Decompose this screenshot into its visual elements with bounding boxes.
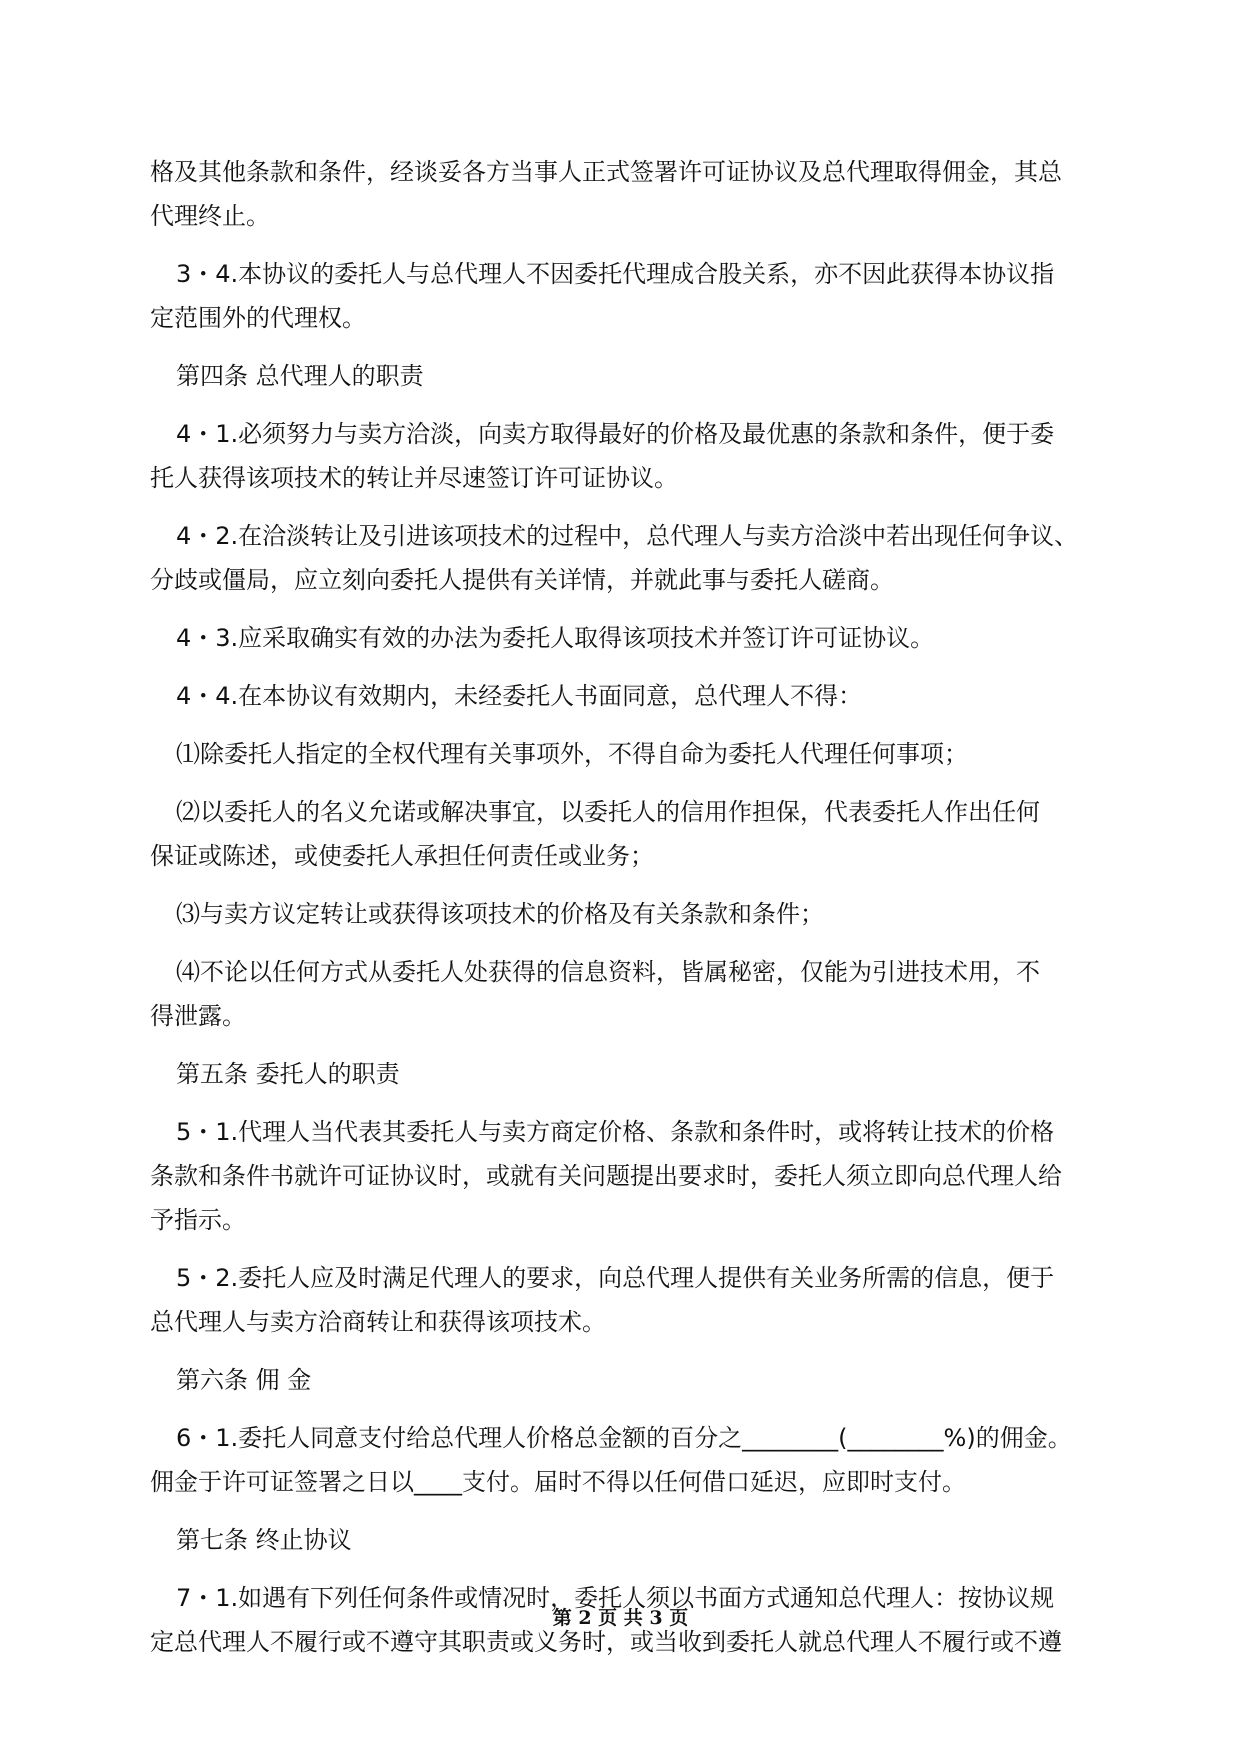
text-line: 保证或陈述，或使委托人承担任何责任或业务； xyxy=(150,842,654,870)
text-line: 定总代理人不履行或不遵守其职责或义务时，或当收到委托人就总代理人不履行或不遵 xyxy=(150,1628,1062,1656)
text-line: 佣金于许可证签署之日以____支付。届时不得以任何借口延迟，应即时支付。 xyxy=(150,1468,966,1496)
clause-4-1: 4・1.必须努力与卖方洽淡，向卖方取得最好的价格及最优惠的条款和条件，便于委 xyxy=(176,420,1055,448)
text-line: 格及其他条款和条件，经谈妥各方当事人正式签署许可证协议及总代理取得佣金，其总 xyxy=(150,158,1062,186)
article-6-heading: 第六条 佣 金 xyxy=(176,1366,312,1394)
text-line: 分歧或僵局，应立刻向委托人提供有关详情，并就此事与委托人磋商。 xyxy=(150,566,894,594)
text-line: 总代理人与卖方洽商转让和获得该项技术。 xyxy=(150,1308,606,1336)
item-3: ⑶与卖方议定转让或获得该项技术的价格及有关条款和条件； xyxy=(176,900,824,928)
page-number-footer: 第 2 页 共 3 页 xyxy=(552,1607,689,1629)
text-line: 代理终止。 xyxy=(150,202,270,230)
article-5-heading: 第五条 委托人的职责 xyxy=(176,1060,400,1088)
clause-6-1: 6・1.委托人同意支付给总代理人价格总金额的百分之________(________%)的佣金。 xyxy=(176,1424,1072,1452)
clause-5-2: 5・2.委托人应及时满足代理人的要求，向总代理人提供有关业务所需的信息，便于 xyxy=(176,1264,1055,1292)
clause-5-1: 5・1.代理人当代表其委托人与卖方商定价格、条款和条件时，或将转让技术的价格 xyxy=(176,1118,1055,1146)
document-body xyxy=(150,150,1090,1664)
item-1: ⑴除委托人指定的全权代理有关事项外，不得自命为委托人代理任何事项； xyxy=(176,740,968,768)
text-line: 得泄露。 xyxy=(150,1002,246,1030)
clause-3-4: 3・4.本协议的委托人与总代理人不因委托代理成合股关系，亦不因此获得本协议指 xyxy=(176,260,1055,288)
text-line: 托人获得该项技术的转让并尽速签订许可证协议。 xyxy=(150,464,678,492)
item-4: ⑷不论以任何方式从委托人处获得的信息资料，皆属秘密，仅能为引进技术用，不 xyxy=(176,958,1040,986)
clause-4-3: 4・3.应采取确实有效的办法为委托人取得该项技术并签订许可证协议。 xyxy=(176,624,935,652)
item-2: ⑵以委托人的名义允诺或解决事宜，以委托人的信用作担保，代表委托人作出任何 xyxy=(176,798,1040,826)
clause-4-2: 4・2.在洽淡转让及引进该项技术的过程中，总代理人与卖方洽淡中若出现任何争议、 xyxy=(176,522,1079,550)
article-7-heading: 第七条 终止协议 xyxy=(176,1526,352,1554)
text-line: 条款和条件书就许可证协议时，或就有关问题提出要求时，委托人须立即向总代理人给 xyxy=(150,1162,1062,1190)
text-line: 予指示。 xyxy=(150,1206,246,1234)
clause-4-4: 4・4.在本协议有效期内，未经委托人书面同意，总代理人不得： xyxy=(176,682,863,710)
text-line: 定范围外的代理权。 xyxy=(150,304,366,332)
article-4-heading: 第四条 总代理人的职责 xyxy=(176,362,424,390)
clause-7-1: 7・1.如遇有下列任何条件或情况时，委托人须以书面方式通知总代理人：按协议规 xyxy=(176,1584,1055,1612)
